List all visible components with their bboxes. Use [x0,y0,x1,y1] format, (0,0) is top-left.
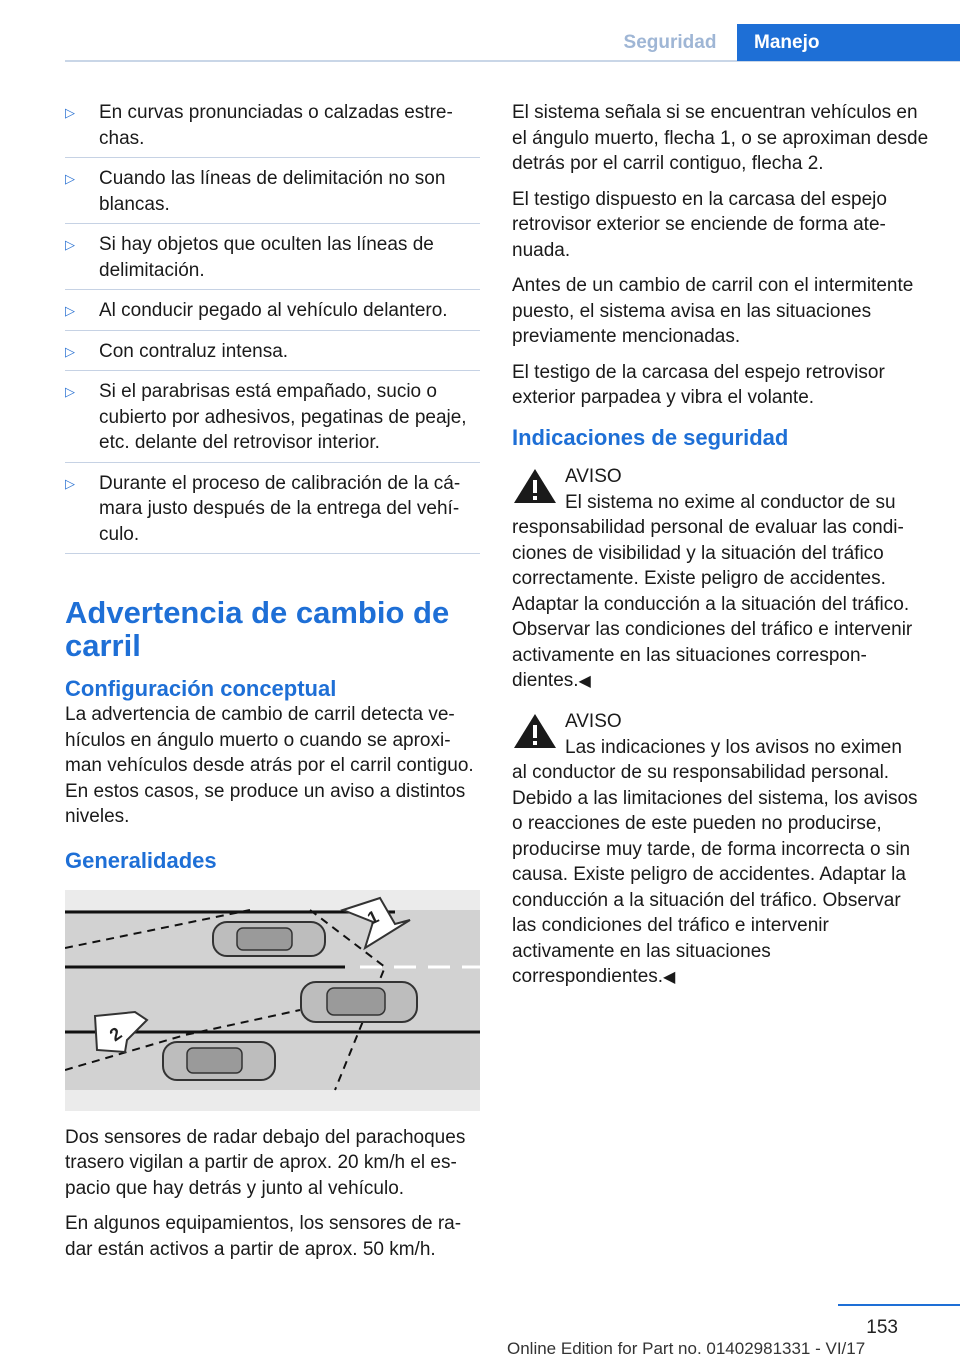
warning-triangle-icon [512,709,564,735]
car-middle-icon [301,982,417,1022]
bullet-triangle-icon: ▷ [65,475,75,491]
warning-title: AVISO [565,465,622,487]
safety-heading: Indicaciones de seguridad [512,424,789,450]
bullet-triangle-icon: ▷ [65,237,75,252]
list-item: ▷ Al conducir pegado al vehículo delantero. [65,298,480,331]
subsection-title-general: Generalidades [65,847,217,873]
warning-block [512,709,930,991]
svg-text:1: 1 [364,905,382,929]
warning-first-line: Las indicaciones y los avisos no eximen [565,736,902,758]
list-item: ▷ Durante el proceso de calibración de la cámara justo después de la entrega del vehículo. [65,471,480,555]
bullet-triangle-icon: ▷ [65,343,75,359]
list-item: ▷ Cuando las líneas de delimitación no son blancas. [65,166,480,224]
bullet-triangle-icon: ▷ [65,384,75,399]
page-number: 153 [866,1317,898,1338]
lane-change-paragraph: Antes de un cambio de carril con el intermitente puesto, el sistema avisa en las situaciones previamente mencionadas. [512,275,914,347]
end-marker-icon: ◀ [578,673,591,690]
radar-paragraph: Dos sensores de radar debajo del parachoques trasero vigilan a partir de aprox. 20 km/h el espacio que hay detrás y junto al vehículo. [65,1126,466,1199]
list-item: ▷ Si hay objetos que oculten las líneas de delimitación. [65,232,480,290]
system-paragraph: El sistema señala si se encuentran vehículos en el ángulo muerto, flecha 1, o se aproximan desde detrás por el carril contiguo, flecha 2. [512,102,929,174]
footer-rule [838,1304,960,1306]
tab-seguridad[interactable]: Seguridad [623,31,717,53]
lane-change-illustration [65,890,480,1111]
svg-text:2: 2 [105,1022,126,1045]
edition-note: Online Edition for Part no. 01402981331 - VI/17 [507,1339,866,1358]
section-title: Advertencia de cambio de carril [65,595,450,663]
list-item: ▷ Con contraluz intensa. [65,339,480,372]
list-item: ▷ En curvas pronunciadas o calzadas estrechas. [65,100,480,158]
list-item: ▷ Si el parabrisas está empañado, sucio o cubierto por adhesivos, pegatinas de peaje, etc. delante del retrovisor interior. [65,379,480,463]
bullet-triangle-icon: ▷ [65,303,75,318]
flashing-paragraph: El testigo de la carcasa del espejo retrovisor exterior parpadea y vibra el volante. [512,361,885,408]
concept-paragraph: La advertencia de cambio de carril detecta vehículos en ángulo muerto o cuando se aproximan vehículos desde atrás por el carril contiguo. En estos casos, se produce un aviso a distintos niveles. [65,704,474,827]
warning-text: al conductor de su responsabilidad personal. Debido a las limitaciones del sistema, los avisos o reacciones de este pueden no producirse, producirse muy tarde, de forma incorrecta o sin causa. Existe peligro de accidentes. Adaptar la conducción a la situación del tráfico. Observar las condiciones del tráfico e intervenir activamente en las situaciones correspondientes.◀ [512,762,918,987]
warning-triangle-icon [512,464,564,490]
car-top-icon [213,922,325,956]
warning-block [512,464,930,695]
warning-text: responsabilidad personal de evaluar las condiciones de visibilidad y la situación del tráfico correctamente. Existe peligro de accidentes. Adaptar la conducción a la situación del tráfico. Observar las condiciones del tráfico e intervenir activamente en las situaciones correspondientes.◀ [512,517,913,691]
warning-title: AVISO [565,710,622,732]
car-bottom-icon [163,1042,275,1080]
warning-first-line: El sistema no exime al conductor de su [565,491,896,513]
indicator-paragraph: El testigo dispuesto en la carcasa del espejo retrovisor exterior se enciende de forma atenuada. [512,188,887,261]
end-marker-icon: ◀ [663,969,676,986]
bullet-triangle-icon: ▷ [65,171,75,186]
bullet-triangle-icon: ▷ [65,105,75,120]
subsection-title-concept: Configuración conceptual [65,676,337,701]
right-column [512,100,930,1005]
radar-activation-paragraph: En algunos equipamientos, los sensores de radar están activos a partir de aprox. 50 km/h. [65,1213,462,1260]
tab-manejo[interactable]: Manejo [737,24,960,61]
left-column [65,100,480,1272]
condition-list [65,100,480,554]
